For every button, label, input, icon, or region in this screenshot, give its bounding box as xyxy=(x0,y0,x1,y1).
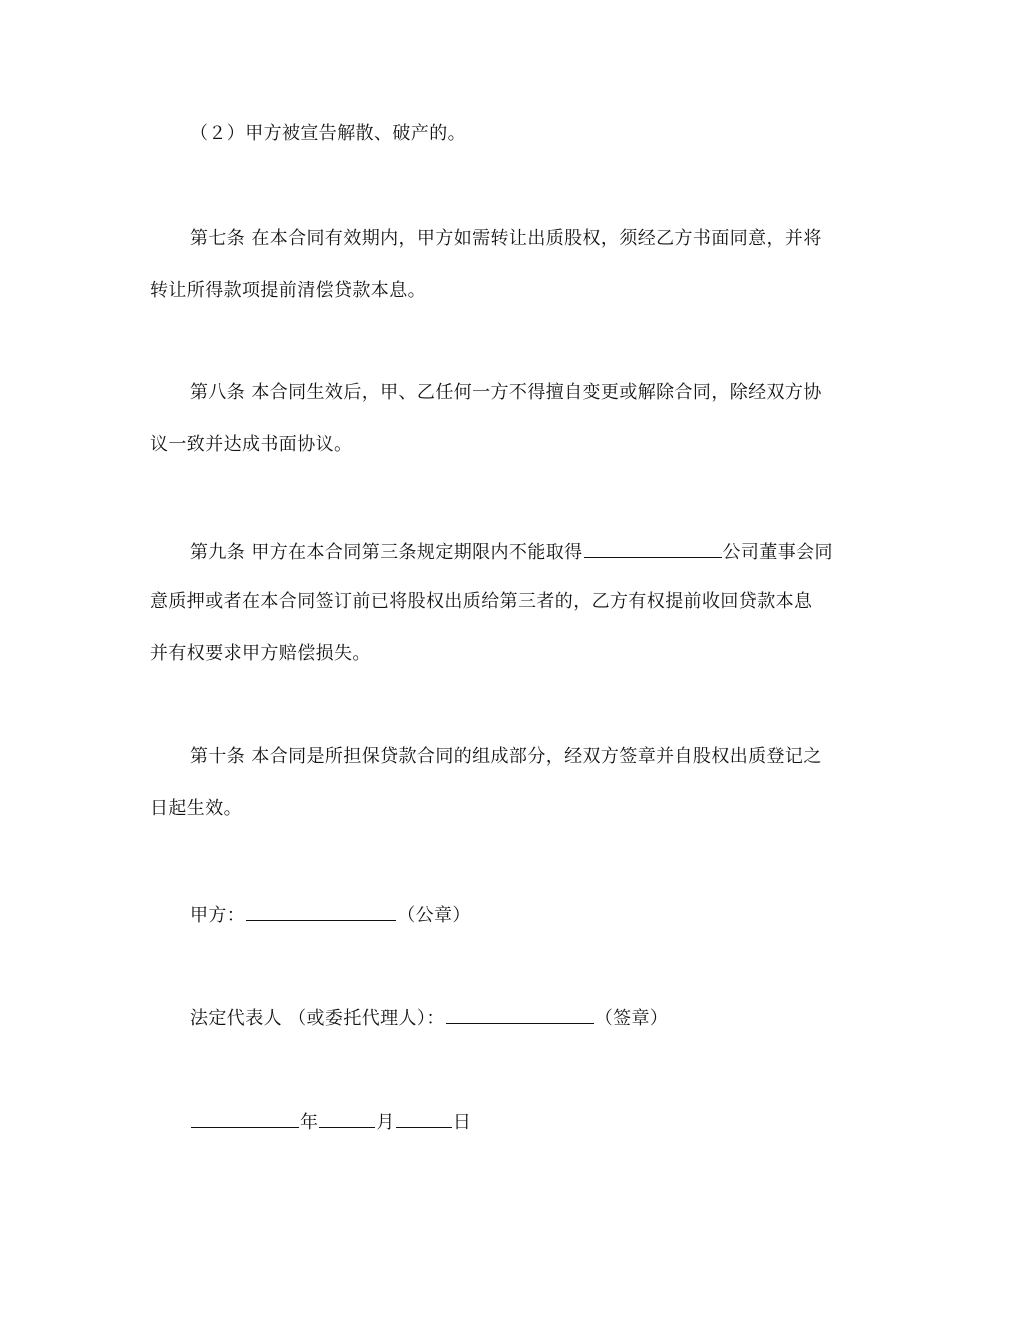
clause-9-line-1-before: 第九条 甲方在本合同第三条规定期限内不能取得 xyxy=(190,542,583,563)
day-label: 日 xyxy=(452,1112,472,1133)
clause-10-line-1: 第十条 本合同是所担保贷款合同的组成部分，经双方签章并自股权出质登记之 xyxy=(190,746,822,767)
clause-8-line-1: 第八条 本合同生效后，甲、乙任何一方不得擅自变更或解除合同，除经双方协 xyxy=(190,382,822,403)
year-label: 年 xyxy=(300,1112,319,1133)
clause-6-item-2: （２）甲方被宣告解散、破产的。 xyxy=(190,123,466,144)
date-line xyxy=(190,1107,471,1136)
clause-10-line-2: 日起生效。 xyxy=(150,798,242,819)
month-label: 月 xyxy=(376,1112,395,1133)
clause-7-line-1: 第七条 在本合同有效期内，甲方如需转让出质股权，须经乙方书面同意，并将 xyxy=(190,228,822,249)
party-a-blank[interactable] xyxy=(246,900,396,921)
legal-representative-suffix: （签章） xyxy=(594,1008,669,1029)
legal-representative-line xyxy=(190,1003,668,1032)
year-blank[interactable] xyxy=(191,1107,299,1128)
clause-9-line-1 xyxy=(190,537,833,566)
clause-9-line-2: 意质押或者在本合同签订前已将股权出质给第三者的，乙方有权提前收回贷款本息 xyxy=(150,591,813,612)
clause-9-line-1-after: 公司董事会同 xyxy=(722,542,833,563)
legal-representative-label: 法定代表人 （或委托代理人）： xyxy=(190,1008,445,1029)
clause-7-line-2: 转让所得款项提前清偿贷款本息。 xyxy=(150,280,426,301)
clause-8-line-2: 议一致并达成书面协议。 xyxy=(150,434,353,455)
party-a-signature-line xyxy=(190,900,471,929)
legal-representative-blank[interactable] xyxy=(446,1003,594,1024)
party-a-label: 甲方： xyxy=(190,905,246,926)
party-a-suffix: （公章） xyxy=(397,905,471,926)
company-name-blank[interactable] xyxy=(584,537,722,558)
day-blank[interactable] xyxy=(396,1107,452,1128)
month-blank[interactable] xyxy=(319,1107,375,1128)
clause-9-line-3: 并有权要求甲方赔偿损失。 xyxy=(150,643,371,664)
